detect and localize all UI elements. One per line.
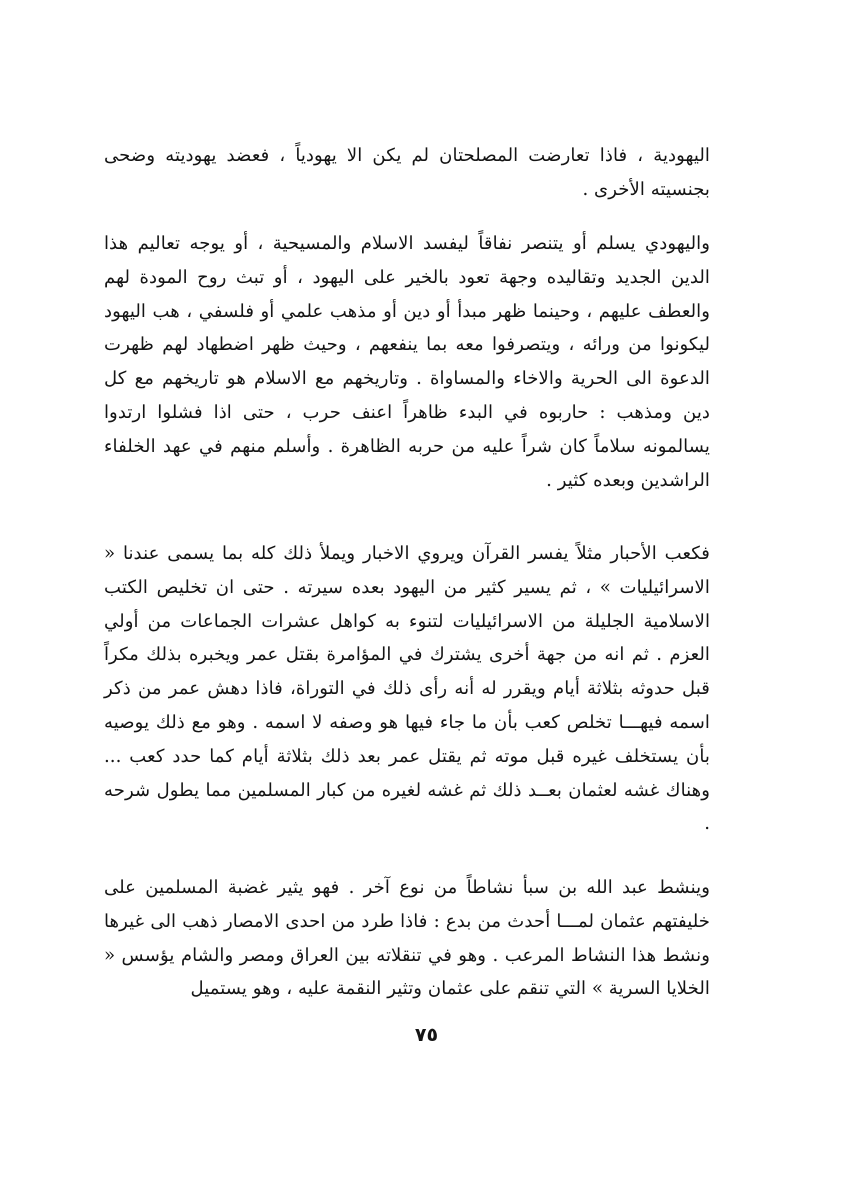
paragraph-4: وينشط عبد الله بن سبأ نشاطاً من نوع آخر . فهو يثير غضبة المسلمين على خليفتهم عثمان لمـــا أحدث من بدع : فاذا طرد من احدى الامصار ذهب الى غيرها ونشط هذا النشاط المرعب . وهو في تنقلاته بين العراق ومصر والشام يؤسس « الخلايا السرية » التي تنقم على عثمان وتثير النقمة عليه ، وهو يستميل [104, 877, 710, 1000]
paragraph-3: فكعب الأحبار مثلاً يفسر القرآن ويروي الاخبار ويملأ ذلك كله بما يسمى عندنا « الاسرائيليات » ، ثم يسير كثير من اليهود بعده سيرته . حتى ان تخليص الكتب الاسلامية الجليلة من الاسرائيليات لتنوء به كواهل عشرات الجماعات من أولي العزم . ثم انه من جهة أخرى يشترك في المؤامرة بقتل عمر ويخبره بذلك مكراً قبل حدوثه بثلاثة أيام ويقرر له أنه رأى ذلك في التوراة، فاذا دهش عمر من ذكر اسمه فيهـــا تخلص كعب بأن ما جاء فيها هو وصفه لا اسمه . وهو مع ذلك يوصيه بأن يستخلف غيره قبل موته ثم يقتل عمر بعد ذلك بثلاثة أيام كما حدد كعب ... وهناك غشه لعثمان بعــد ذلك ثم غشه لغيره من كبار المسلمين مما يطول شرحه . [104, 543, 710, 835]
paragraph-1: اليهودية ، فاذا تعارضت المصلحتان لم يكن الا يهودياً ، فعضد يهوديته وضحى بجنسيته الأخرى . [104, 145, 710, 200]
page-number: ٧٥ [414, 1024, 439, 1046]
paragraph-2: واليهودي يسلم أو يتنصر نفاقاً ليفسد الاسلام والمسيحية ، أو يوجه تعاليم هذا الدين الجديد وتقاليده وجهة تعود بالخير على اليهود ، أو تبث روح المودة لهم والعطف عليهم ، وحينما ظهر مبدأ أو دين أو مذهب علمي أو فلسفي ، هب اليهود ليكونوا من ورائه ، ويتصرفوا معه بما ينفعهم ، وحيث ظهر اضطهاد لهم ظهرت الدعوة الى الحرية والاخاء والمساواة . وتاريخهم مع الاسلام هو تاريخهم مع كل دين ومذهب : حاربوه في البدء ظاهراً اعنف حرب ، حتى اذا فشلوا ارتدوا يسالمونه سلاماً كان شراً عليه من حربه الظاهرة . وأسلم منهم في عهد الخلفاء الراشدين وبعده كثير . [104, 233, 710, 491]
